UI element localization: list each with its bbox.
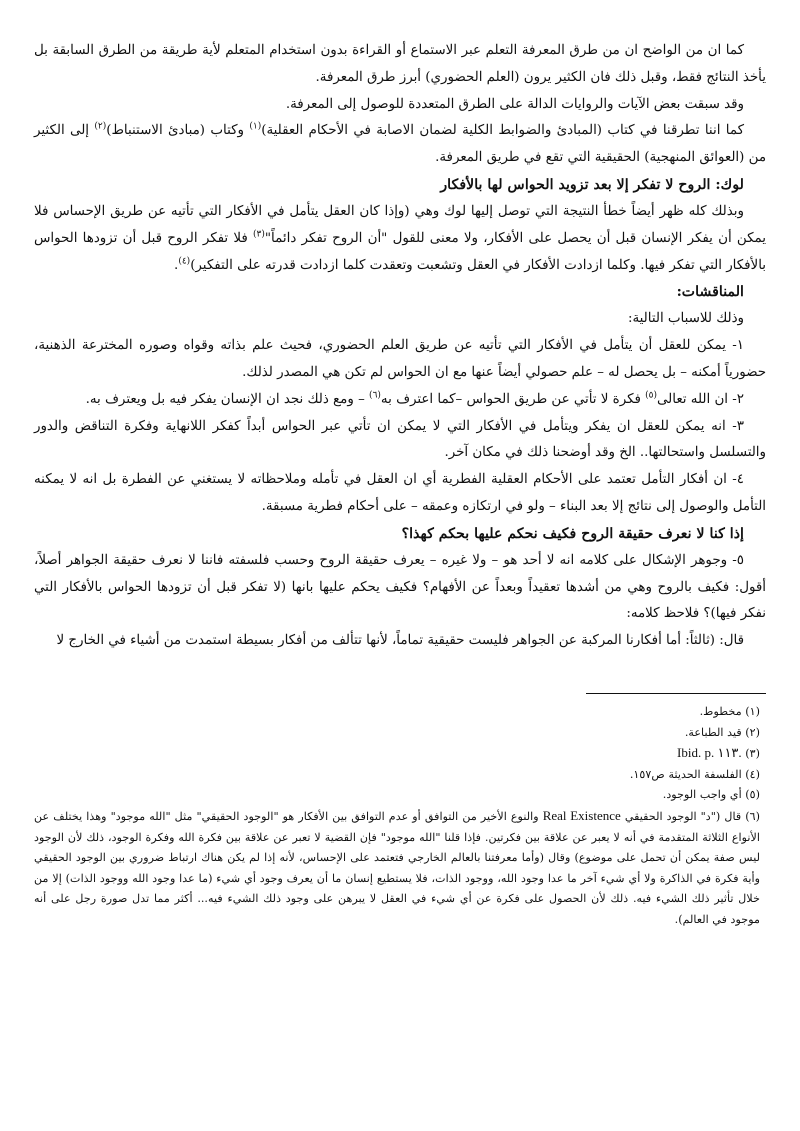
footnote-separator [586,693,766,694]
footnote-6-part-a: (٦) قال ("د" الوجود الحقيقي [620,809,761,823]
paragraph-4-part-c: . [174,257,179,273]
footnote-ref-6: (٦) [369,390,381,401]
heading-soul-question: إذا كنا لا نعرف حقيقة الروح فكيف نحكم عليها بحكم كهذا؟ [401,525,744,542]
paragraph-5: وذلك للاسباب التالية: [627,311,744,327]
point-4: ٤- ان أفكار التأمل تعتمد على الأحكام العقلية الفطرية أي ان العقل في تأمله وملاحظاته لا يستغني عن الفطرة بل انه لا يمكنه التأمل والوصول إلى نتائج إلا بعد البناء – ولو في ارتكازه وعمقه – على أحكام فطرية مسبقة. [34,472,766,514]
paragraph-quote: قال: (ثالثاً: أما أفكارنا المركبة عن الجواهر فليست حقيقية تماماً، لأنها تتألف من أفكار بسيطة استمدت من أشياء في الخارج لا [56,633,744,649]
paragraph-3 [34,118,766,172]
footnote-5: (٥) أي واجب الوجود. [662,788,760,802]
point-1: ١- يمكن للعقل أن يتأمل في الأفكار التي تأتيه عن طريق العلم الحضوري، فحيث علم بذاته وقواه وصوره المخترعة الذهنية، حضورياً أمكنه – بل يحصل له – علم حصولي أيضاً عنها مع ان الحواس لم تكن هي المصدر لذلك. [34,338,766,380]
footnote-ref-1: (١) [249,121,262,132]
point-5: ٥- وجوهر الإشكال على كلامه انه لا أحد هو – ولا غيره – يعرف حقيقة الروح وحسب فلسفته فاننا لا نعرف حقيقة الجواهر أصلاً، أقول: فكيف بالروح وهي من أشدها تعقيداً وبعداً عن الأفهام؟ فكيف يحكم عليها بانها (لا تفكر قبل أن تزودها الحواس بالأفكار التي نفكر فيها)؟ فلاحظ كلامه: [34,552,766,622]
footnote-3 [34,743,766,765]
paragraph-3-part-c: إلى الكثير من (العوائق المنهجية) الحقيقية التي تقع في طريق المعرفة. [34,123,766,166]
footnote-4: (٤) الفلسفة الحديثة ص١٥٧. [629,767,760,781]
paragraph-4-part-b: فلا تفكر الروح قبل أن تزودها الحواس بالأفكار التي تفكر فيها. وكلما ازدادت الأفكار في العقل وتشعبت وتعقدت كلما ازدادت قدرته على التفكير) [34,230,766,273]
footnote-1: (١) مخطوط. [699,704,760,718]
footnote-ref-4: (٤) [178,256,191,267]
footnote-3-text: Ibid. p. ١١٣. [677,745,742,761]
paragraph-4 [34,199,766,279]
footnote-6 [34,806,766,931]
point-2-part-a: ٢- ان الله تعالى [657,391,744,407]
point-2-part-b: فكرة لا تأتي عن طريق الحواس –كما اعترف به [380,391,646,407]
paragraph-4-part-a: وبذلك كله ظهر أيضاً خطأ النتيجة التي توصل إليها لوك وهي (وإذا كان العقل يتأمل في الأفكار التي تأتيه عن طريق الإحساس فلا يمكن أن يفكر الإنسان قبل أن يحصل على الأفكار، ولا معنى للقول "أن الروح تفكر دائماً" [34,203,766,246]
footnote-ref-2: (٢) [94,121,107,132]
paragraph-2: وقد سبقت بعض الآيات والروايات الدالة على الطرق المتعددة للوصول إلى المعرفة. [285,96,744,112]
heading-discussions: المناقشات: [676,284,744,301]
point-3: ٣- انه يمكن للعقل ان يفكر ويتأمل في الأفكار التي لا يمكن ان تأتي عبر الحواس أبداً كفكر اللانهاية وفكرة التناقض والدور والتسلسل واستحالتها.. الخ وقد أوضحنا ذلك في مكان آخر. [34,418,766,461]
paragraph-1: كما ان من الواضح ان من طرق المعرفة التعلم عبر الاستماع أو القراءة بدون استخدام المتعلم لأية طريقة من الطرق السابقة بل يأخذ النتائج فقط، وقبل ذلك فان الكثير يرون (العلم الحضوري) أبرز طرق المعرفة. [34,43,766,85]
heading-locke: لوك: الروح لا تفكر إلا بعد تزويد الحواس لها بالأفكار [440,176,744,193]
footnote-6-english-term: Real Existence [542,807,621,823]
footnote-6-part-b: والنوع الأخير من التوافق أو عدم التوافق بين الأفكار هو "الوجود الحقيقي" مثل "الله موجود" وهذا يختلف عن الأنواع الثلاثة المتقدمة في أنه لا يعبر عن علاقة بين فكرتين. فإذا قلنا "الله موجود" فإن القضية لا تعبر عن علاقة بين فكرة الله وفكرة الوجود، ذلك لأن الوجود ليس صفة يمكن أن تحمل على موضوع) وقال (وأما معرفتنا بالعالم الخارجي فتعتمد على الإحساس، لأنه إذا لم يكن هناك ارتباط ضروري بين الوجود الحقيقي وأية فكرة في الذاكرة ولا أي شيء آخر ما عدا وجود الله، ووجود الذات، فلا يستطيع إنسان ما أن يعرف وجود أي شيء (ما عدا وجود الله ووجود الذات) إلا من خلال تأثير ذلك الشيء فيه. ذلك لأن الحصول على فكرة عن أي شيء في العقل لا يبرهن على وجود ذلك الشيء فيه... أكثر مما تدل صورة رجل على أنه موجود في العالم). [34,809,760,926]
point-2 [34,387,766,414]
paragraph-3-part-a: كما اننا تطرقنا في كتاب (المبادئ والضوابط الكلية لضمان الاصابة في الأحكام العقلية) [261,123,744,139]
footnote-ref-3: (٣) [253,229,265,240]
point-2-part-c: – ومع ذلك نجد ان الإنسان يفكر فيه بل ويعترف به. [85,391,370,407]
paragraph-3-part-b: وكتاب (مبادئ الاستنباط) [106,123,250,139]
footnote-3-number: (٣) [745,747,760,761]
footnote-ref-5: (٥) [645,390,658,401]
footnote-2: (٢) قيد الطباعة. [684,725,760,739]
